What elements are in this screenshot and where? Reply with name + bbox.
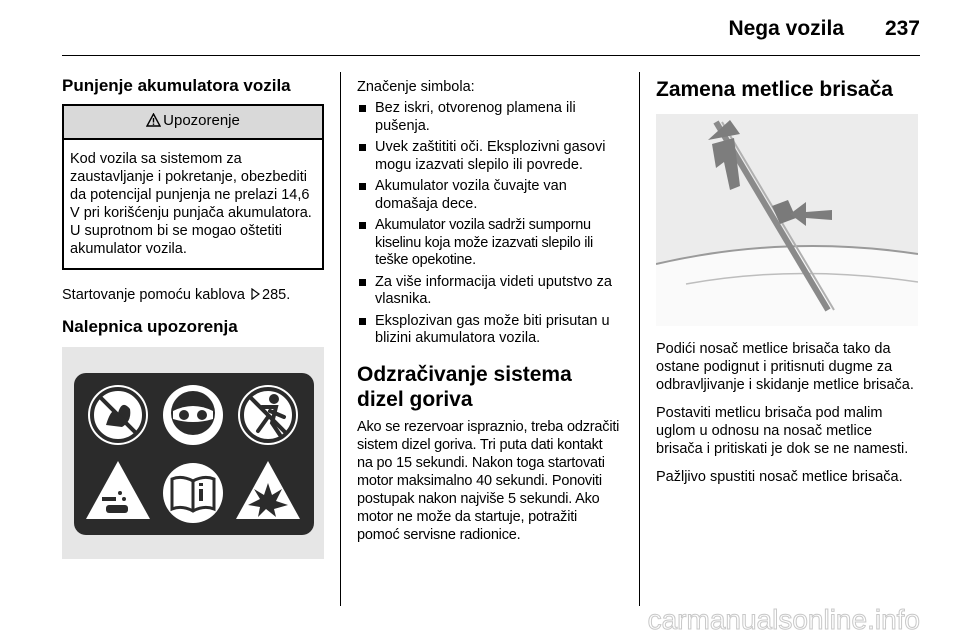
wiper-step-1: Podići nosač metlice brisača tako da ostane podignut i pritisnuti dugme za odbravljivanje i skidanje metlice brisača. [656,341,914,393]
jump-start-page: 285. [262,287,291,303]
warning-triangle-icon [146,113,161,131]
wiper-step-3: Pažljivo spustiti nosač metlice brisača. [656,469,903,485]
header-rule [62,55,920,56]
list-item: Akumulator vozila čuvajte van domašaja dece. [357,178,622,213]
watermark-text: carmanualsonline.info [647,606,920,634]
jump-start-reference [62,286,324,305]
column-divider-1 [340,72,341,606]
column-battery-charging [62,70,324,559]
warning-label: Upozorenje [163,112,240,129]
column-divider-2 [639,72,640,606]
watermark [490,606,920,634]
warning-text: Kod vozila sa sistemom za zaustavljanje i pokretanje, obezbediti da potencijal punjenja ne prelazi 14,6 V pri korišćenju punjača akumulatora. U suprotnom bi se mogao oštetiti akumulator vozila. [70,151,312,257]
no-fire-icon [88,385,148,445]
warning-box [62,104,324,270]
section-title-warning-label: Nalepnica upozorenja [62,317,238,336]
eye-protection-icon [163,385,223,445]
read-manual-icon [163,463,223,523]
list-item: Uvek zaštititi oči. Eksplozivni gasovi mogu izazvati slepilo ili povrede. [357,139,622,174]
list-item: Za više informacija videti uputstvo za vlasnika. [357,274,622,309]
wiper-step-2: Postaviti metlicu brisača pod malim uglom u odnosu na nosač metlice brisača i pritiskati je dok se ne namesti. [656,405,909,457]
warning-header [64,106,322,140]
list-item: Eksplozivan gas može biti prisutan u blizini akumulatora vozila. [357,313,622,348]
symbols-intro: Značenje simbola: [357,79,475,95]
column-wiper-replacement [656,70,920,486]
column-symbols [357,70,622,544]
wiper-illustration [656,114,918,326]
page-header [0,0,960,52]
section-title-diesel-bleeding: Odzračivanje sistema dizel goriva [357,362,572,411]
warning-label-image [62,347,324,559]
keep-children-away-icon [238,385,298,445]
list-item: Bez iskri, otvorenog plamena ili pušenja. [357,100,622,135]
page-number: 237 [884,17,920,40]
diesel-bleeding-text: Ako se rezervoar ispraznio, treba odzračiti sistem dizel goriva. Tri puta dati kontakt na po 15 sekundi. Nakon toga startovati motor maksimalno 40 sekundi. Ponoviti postupak nakon najviše 5 sekundi. Ako motor ne može da startuje, potražiti pomoć servisne radionice. [357,418,620,543]
arrow-right-icon [251,287,260,305]
section-title-battery-charging: Punjenje akumulatora vozila [62,76,291,95]
header-title: Nega vozila [728,17,844,40]
jump-start-text: Startovanje pomoću kablova [62,287,245,303]
symbol-list [357,100,622,348]
list-item: Akumulator vozila sadrži sumpornu kiselinu koja može izazvati slepilo ili teške opekotine. [357,217,622,270]
section-title-wiper: Zamena metlice brisača [656,78,893,101]
